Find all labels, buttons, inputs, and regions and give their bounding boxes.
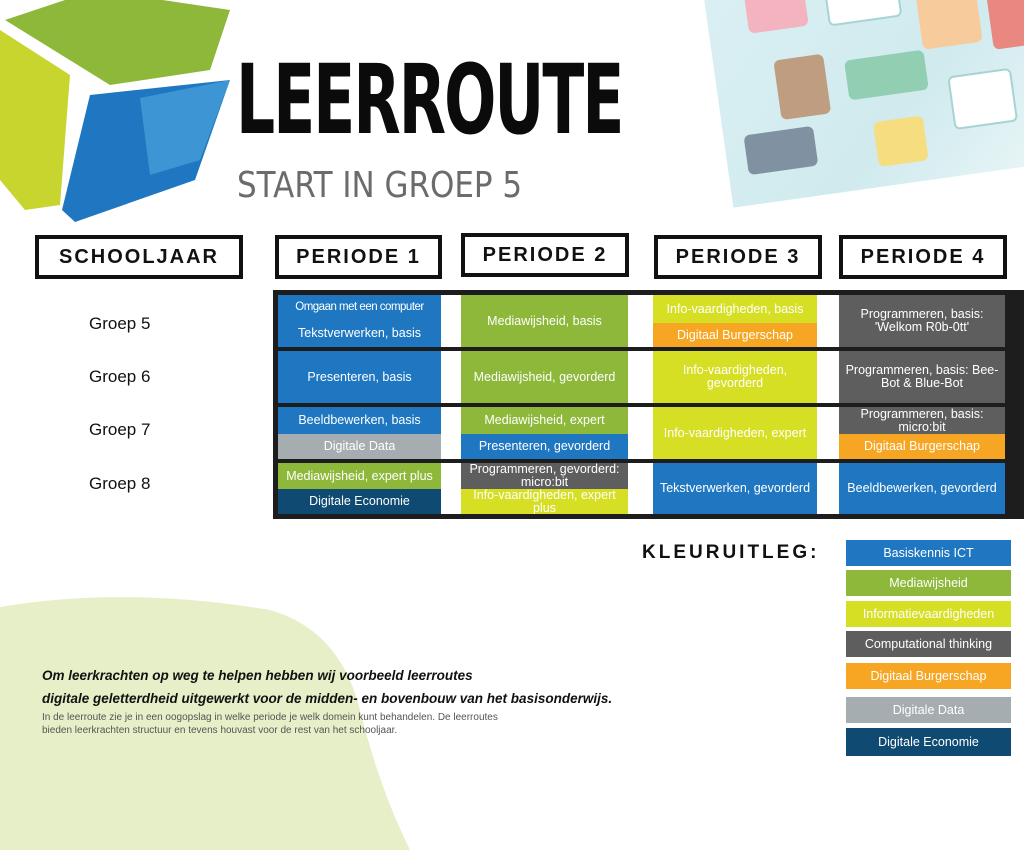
- cell-g6-gap-2: [628, 351, 653, 403]
- cell-g7-p1-b: Digitale Data: [278, 434, 441, 459]
- group-label-5: Groep 5: [89, 314, 151, 333]
- cell-g7-p3: Info-vaardigheden, expert: [653, 407, 817, 459]
- cell-g5-gap-2: [628, 295, 653, 347]
- header-schooljaar: SCHOOLJAAR: [35, 235, 243, 279]
- cell-g5-p1-a: Omgaan met een computer: [278, 295, 441, 320]
- cell-g7-p1-a: Beeldbewerken, basis: [278, 407, 441, 434]
- cell-g6-p1: Presenteren, basis: [278, 351, 441, 403]
- header-periode-3: PERIODE 3: [654, 235, 822, 279]
- description-small-1: In de leerroute zie je in een oogopslag in welke periode je welk domein kunt behandelen. De leerroutes: [42, 712, 498, 723]
- legend-item-mediawijsheid: Mediawijsheid: [846, 570, 1011, 596]
- cell-g6-gap-1: [441, 351, 461, 403]
- cell-g6-p4: Programmeren, basis: Bee-Bot & Blue-Bot: [839, 351, 1005, 403]
- group-label-8: Groep 8: [89, 474, 151, 493]
- cell-g7-gap-2: [628, 407, 653, 459]
- cell-g7-p2-b: Presenteren, gevorderd: [461, 434, 628, 459]
- cell-g6-gap-3: [817, 351, 839, 403]
- cell-g8-p3: Tekstverwerken, gevorderd: [653, 463, 817, 514]
- cell-g7-p2-a: Mediawijsheid, expert: [461, 407, 628, 434]
- illustration: [700, 0, 1024, 208]
- cell-g5-p1-b: Tekstverwerken, basis: [278, 320, 441, 347]
- cell-g8-p1-b: Digitale Economie: [278, 489, 441, 514]
- cell-g8-gap-3: [817, 463, 839, 514]
- cell-g8-p2-b: Info-vaardigheden, expert plus: [461, 489, 628, 514]
- description-small-2: bieden leerkrachten structuur en tevens houvast voor de rest van het schooljaar.: [42, 725, 398, 736]
- header-periode-4: PERIODE 4: [839, 235, 1007, 279]
- legend-item-basiskennis-ict: Basiskennis ICT: [846, 540, 1011, 566]
- cell-g7-gap-3: [817, 407, 839, 459]
- legend-item-computational-thinking: Computational thinking: [846, 631, 1011, 657]
- cell-g5-p2: Mediawijsheid, basis: [461, 295, 628, 347]
- cell-g5-p4: Programmeren, basis: 'Welkom R0b-0tt': [839, 295, 1005, 347]
- legend-title: KLEURUITLEG:: [642, 542, 820, 563]
- cell-g5-gap-1: [441, 295, 461, 347]
- cell-g5-p3-a: Info-vaardigheden, basis: [653, 295, 817, 323]
- legend-item-digitaal-burgerschap: Digitaal Burgerschap: [846, 663, 1011, 689]
- page-title: LEERROUTE: [236, 44, 623, 156]
- page-subtitle: START IN GROEP 5: [237, 165, 523, 206]
- logo: [0, 0, 240, 230]
- cell-g8-gap-2: [628, 463, 653, 514]
- description-line-1: Om leerkrachten op weg te helpen hebben wij voorbeeld leerroutes: [42, 668, 473, 683]
- header-periode-2: PERIODE 2: [461, 233, 629, 277]
- cell-g5-gap-3: [817, 295, 839, 347]
- cell-g6-p3: Info-vaardigheden, gevorderd: [653, 351, 817, 403]
- description-line-2: digitale geletterdheid uitgewerkt voor de midden- en bovenbouw van het basisonderwijs.: [42, 691, 613, 706]
- cell-g7-p4-b: Digitaal Burgerschap: [839, 434, 1005, 459]
- group-label-7: Groep 7: [89, 420, 151, 439]
- cell-g7-gap-1: [441, 407, 461, 459]
- cell-g8-gap-1: [441, 463, 461, 514]
- cell-g7-p4-a: Programmeren, basis: micro:bit: [839, 407, 1005, 434]
- legend-item-digitale-economie: Digitale Economie: [846, 728, 1011, 756]
- header-periode-1: PERIODE 1: [275, 235, 442, 279]
- cell-g8-p1-a: Mediawijsheid, expert plus: [278, 463, 441, 489]
- group-label-6: Groep 6: [89, 367, 151, 386]
- cell-g8-p2-a: Programmeren, gevorderd: micro:bit: [461, 463, 628, 489]
- cell-g8-p4: Beeldbewerken, gevorderd: [839, 463, 1005, 514]
- cell-g5-p3-b: Digitaal Burgerschap: [653, 323, 817, 347]
- legend-item-informatievaardigheden: Informatievaardigheden: [846, 601, 1011, 627]
- cell-g6-p2: Mediawijsheid, gevorderd: [461, 351, 628, 403]
- legend-item-digitale-data: Digitale Data: [846, 697, 1011, 723]
